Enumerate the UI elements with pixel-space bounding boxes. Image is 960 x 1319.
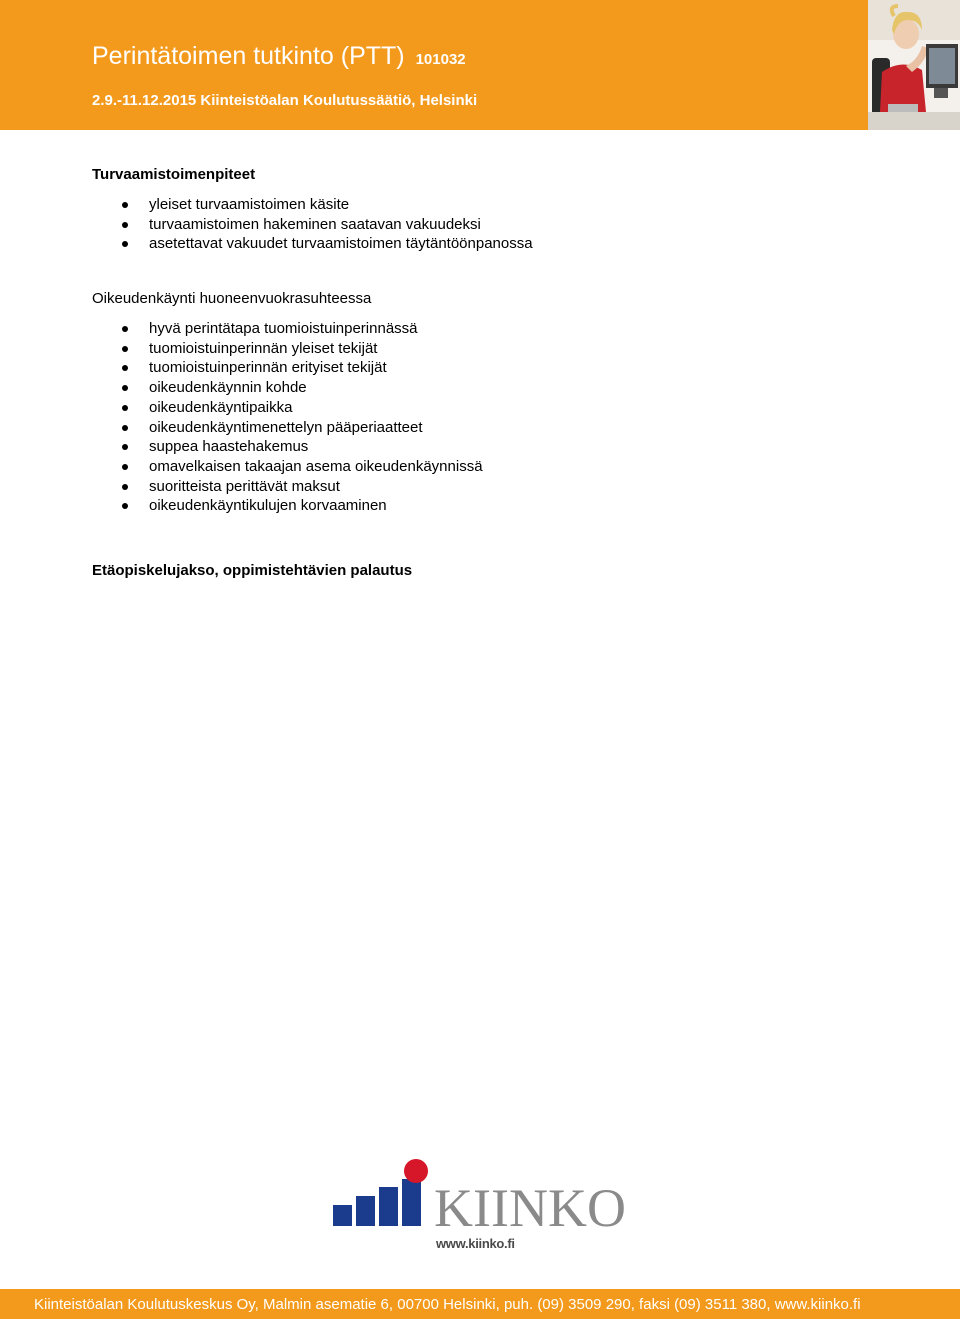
- course-title: [92, 42, 466, 71]
- list-item: oikeudenkäynnin kohde: [92, 378, 483, 398]
- list-item: tuomioistuinperinnän erityiset tekijät: [92, 358, 483, 378]
- list-item: yleiset turvaamistoimen käsite: [92, 195, 533, 215]
- list-item: hyvä perintätapa tuomioistuinperinnässä: [92, 319, 483, 339]
- section-title-distance-learning: Etäopiskelujakso, oppimistehtävien palautus: [92, 562, 413, 579]
- course-dates-location: 2.9.-11.12.2015 Kiinteistöalan Koulutussäätiö, Helsinki: [92, 92, 478, 109]
- list-item: asetettavat vakuudet turvaamistoimen täytäntöönpanossa: [92, 234, 533, 254]
- kiinko-logo-image: [330, 1155, 640, 1235]
- list-item: suppea haastehakemus: [92, 437, 483, 457]
- list-item: suoritteista perittävät maksut: [92, 477, 483, 497]
- header-banner: [0, 0, 868, 130]
- litigation-list: [92, 319, 483, 516]
- section-title-security-measures: Turvaamistoimenpiteet: [92, 166, 256, 183]
- list-item: oikeudenkäyntikulujen korvaaminen: [92, 496, 483, 516]
- list-item: oikeudenkäyntimenettelyn pääperiaatteet: [92, 418, 483, 438]
- list-item: turvaamistoimen hakeminen saatavan vakuudeksi: [92, 215, 533, 235]
- course-code: 101032: [415, 51, 466, 68]
- footer-bar: [0, 1289, 960, 1319]
- logo-wordmark: KIINKO: [434, 1178, 626, 1235]
- list-item: oikeudenkäyntipaikka: [92, 398, 483, 418]
- header-photo: [868, 0, 960, 130]
- course-title-text: Perintätoimen tutkinto (PTT): [92, 42, 405, 70]
- list-item: tuomioistuinperinnän yleiset tekijät: [92, 339, 483, 359]
- section-title-litigation: Oikeudenkäynti huoneenvuokrasuhteessa: [92, 290, 372, 307]
- logo-url[interactable]: www.kiinko.fi: [436, 1236, 515, 1251]
- woman-at-computer-image: [868, 0, 960, 130]
- security-measures-list: [92, 195, 533, 254]
- list-item: omavelkaisen takaajan asema oikeudenkäynnissä: [92, 457, 483, 477]
- footer-contact-info: Kiinteistöalan Koulutuskeskus Oy, Malmin asematie 6, 00700 Helsinki, puh. (09) 3509 290, faksi (09) 3511 380, www.kiinko.fi: [34, 1296, 861, 1313]
